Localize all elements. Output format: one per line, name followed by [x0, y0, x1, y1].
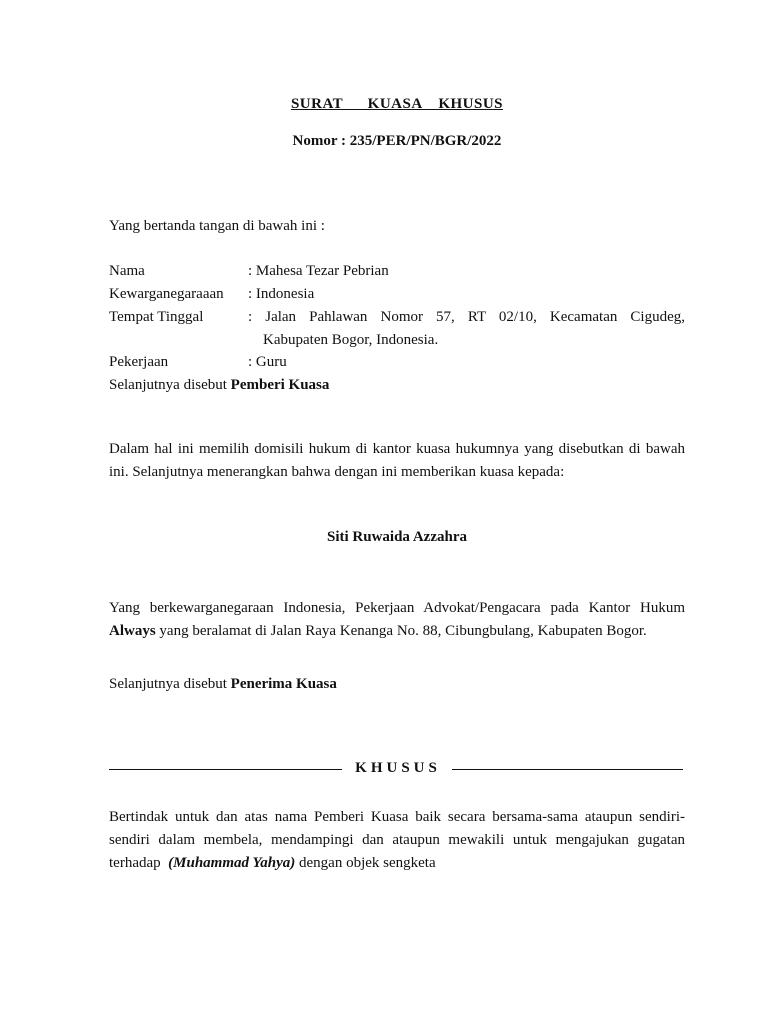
- defendant-name: (Muhammad Yahya): [168, 855, 296, 871]
- grantor-job-label: Pekerjaan: [109, 354, 169, 370]
- section-divider-right: [452, 769, 683, 770]
- recipient-paragraph-part1: Yang berkewarganegaraan Indonesia, Pekerjaan Advokat/Pengacara pada Kantor Hukum: [109, 600, 685, 616]
- grantor-name-label: Nama: [109, 263, 145, 279]
- document-title: SURAT KUASA KHUSUS: [290, 96, 504, 112]
- grantor-job-value: : Guru: [248, 354, 287, 370]
- recipient-designation-role: Penerima Kuasa: [230, 676, 337, 692]
- grantor-address-label: Tempat Tinggal: [109, 309, 204, 325]
- section-heading: KHUSUS: [355, 760, 441, 776]
- domisili-paragraph: Dalam hal ini memilih domisili hukum di kantor kuasa hukumnya yang disebutkan di bawah ini. Selanjutnya menerangkan bahwa dengan ini memberikan kuasa kepada:: [109, 441, 685, 480]
- grantor-address-value-line1: : Jalan Pahlawan Nomor 57, RT 02/10, Kecamatan Cigudeg,: [248, 309, 685, 325]
- recipient-paragraph-part2: yang beralamat di Jalan Raya Kenanga No. 88, Cibungbulang, Kabupaten Bogor.: [155, 623, 647, 639]
- recipient-firm-name: Always: [109, 623, 156, 639]
- recipient-designation: [109, 673, 685, 696]
- recipient-name: Siti Ruwaida Azzahra: [326, 529, 467, 545]
- grantor-address-value-line2: Kabupaten Bogor, Indonesia.: [263, 332, 439, 348]
- khusus-paragraph: [109, 806, 689, 875]
- khusus-paragraph-part1: Bertindak untuk dan atas nama Pemberi Kuasa baik secara bersama-sama ataupun sendiri-sendiri dalam membela, mendampingi dan ataupun mewakili untuk mengajukan gugatan terhadap: [109, 809, 689, 871]
- document-number: Nomor : 235/PER/PN/BGR/2022: [292, 133, 502, 149]
- recipient-designation-prefix: Selanjutnya disebut: [109, 676, 231, 692]
- section-divider-left: [109, 769, 342, 770]
- grantor-designation-role: Pemberi Kuasa: [230, 377, 330, 393]
- khusus-paragraph-part2: dengan objek sengketa: [295, 855, 436, 871]
- grantor-name-value: : Mahesa Tezar Pebrian: [248, 263, 389, 279]
- grantor-citizenship-label: Kewarganegaraaan: [109, 286, 224, 302]
- grantor-citizenship-value: : Indonesia: [248, 286, 315, 302]
- grantor-designation: [109, 374, 685, 397]
- recipient-paragraph: [109, 597, 685, 643]
- intro-line: Yang bertanda tangan di bawah ini :: [109, 218, 325, 234]
- grantor-designation-prefix: Selanjutnya disebut: [109, 377, 231, 393]
